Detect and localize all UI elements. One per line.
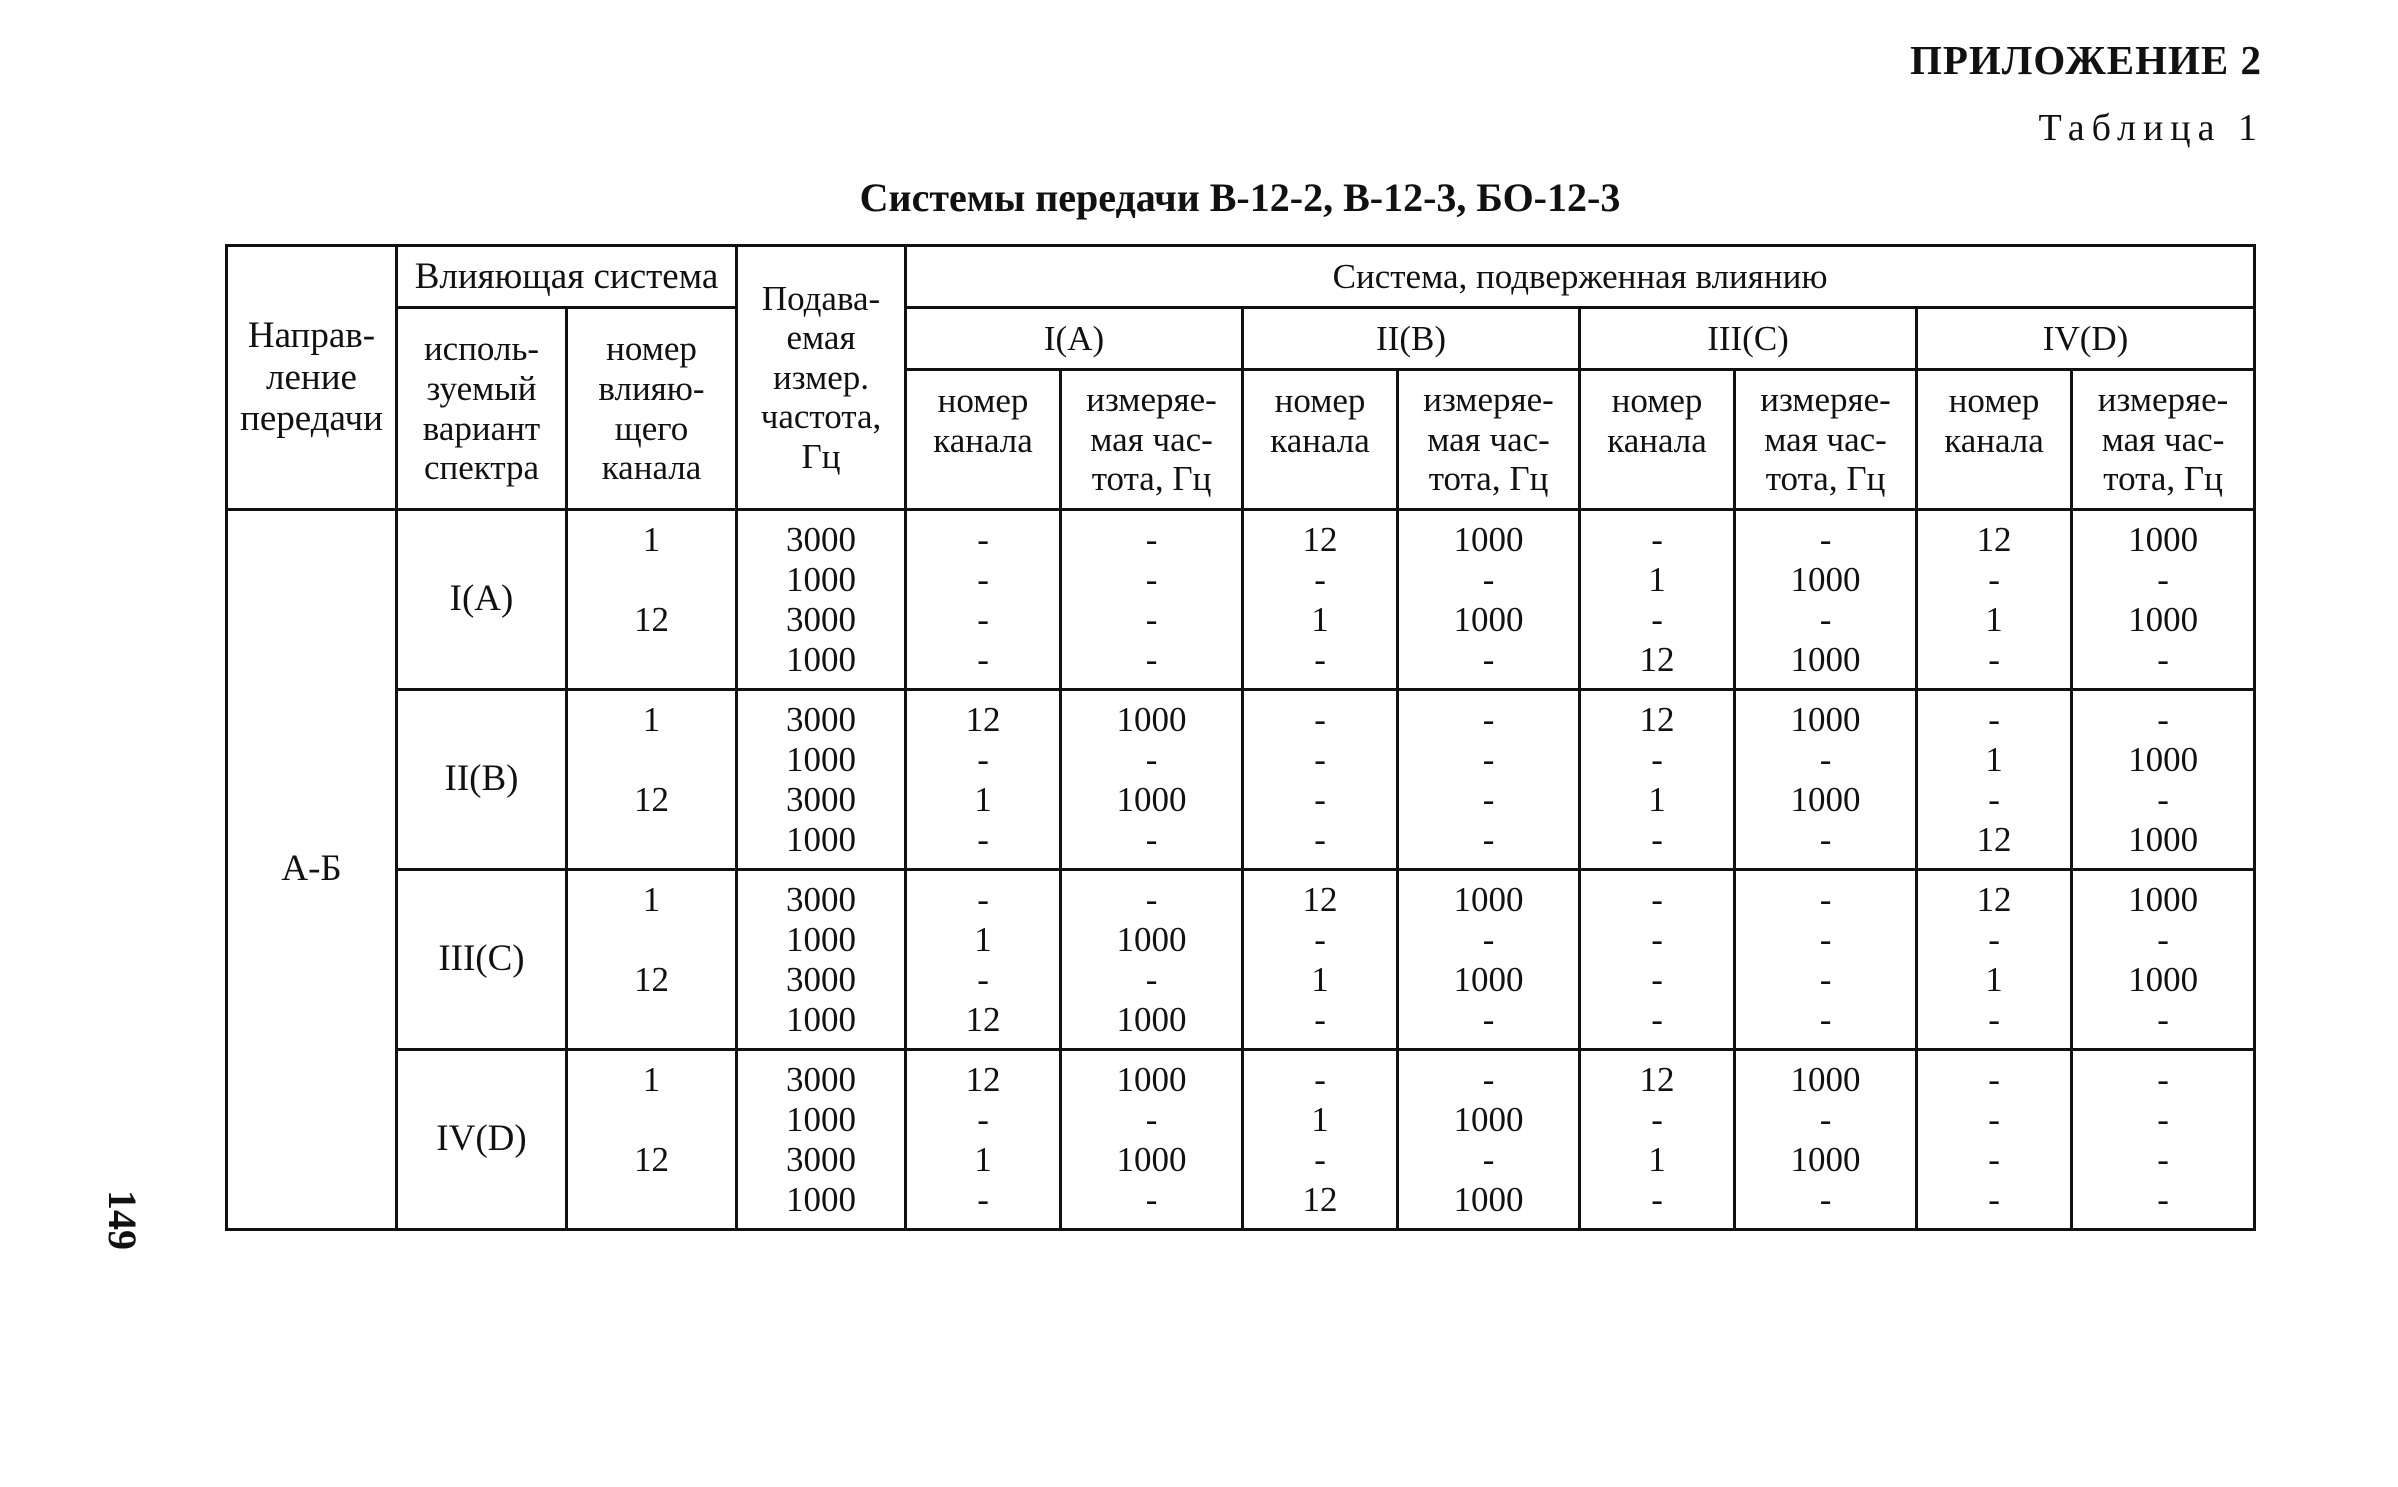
table-row (227, 510, 2255, 690)
cell-value: 3000 (786, 519, 857, 559)
header-system-2: II(B) (1243, 308, 1580, 370)
cell-value: 12 (965, 999, 1001, 1039)
cell-value: 1 (1311, 599, 1329, 639)
cell-value: - (1819, 739, 1832, 779)
cell-value: - (1145, 819, 1158, 859)
cell-value: 3000 (786, 699, 857, 739)
fed-frequency-cell (737, 870, 906, 1050)
cell-value: 12 (634, 959, 669, 999)
spectrum-variant-cell: IV(D) (397, 1050, 567, 1230)
fed-frequency-cell (737, 510, 906, 690)
header-spectrum-variant: исполь- зуемый вариант спектра (397, 308, 567, 510)
affected-channel-cell (1580, 690, 1735, 870)
cell-value (568, 740, 735, 780)
cell-value: 1000 (1790, 1059, 1861, 1099)
header-measured-frequency: измеряе- мая час- тота, Гц (1735, 370, 1917, 510)
measured-frequency-cell (1735, 1050, 1917, 1230)
cell-value: 1 (1985, 599, 2003, 639)
cell-value: - (1482, 999, 1495, 1039)
influencing-channel-cell (567, 870, 737, 1050)
cell-value: 1000 (786, 999, 857, 1039)
cell-value: - (1145, 739, 1158, 779)
cell-value: - (1651, 819, 1663, 859)
cell-value: 12 (1976, 819, 2012, 859)
measured-frequency-cell (1735, 510, 1917, 690)
table-row (227, 690, 2255, 870)
cell-value: - (977, 879, 989, 919)
fed-frequency-cell (737, 1050, 906, 1230)
cell-value: - (1651, 879, 1663, 919)
cell-value: - (1651, 919, 1663, 959)
cell-value: - (1819, 919, 1832, 959)
cell-value: 1 (642, 879, 661, 919)
cell-value: 12 (965, 1059, 1001, 1099)
affected-channel-cell (1580, 1050, 1735, 1230)
cell-value: - (1988, 699, 2000, 739)
measured-frequency-cell (1061, 690, 1243, 870)
table-body (227, 510, 2255, 1230)
cell-value: 12 (1976, 879, 2012, 919)
cell-value: 1 (1648, 1139, 1666, 1179)
affected-channel-cell (906, 1050, 1061, 1230)
cell-value: 1000 (2128, 519, 2199, 559)
cell-value: 1000 (2128, 739, 2199, 779)
measured-frequency-cell (2072, 870, 2255, 1050)
crosstalk-table (225, 244, 2256, 1231)
cell-value: - (2157, 699, 2169, 739)
affected-channel-cell (906, 510, 1061, 690)
affected-channel-cell (1243, 1050, 1398, 1230)
cell-value: 1000 (2128, 879, 2199, 919)
affected-channel-cell (1243, 870, 1398, 1050)
cell-value: - (1314, 1139, 1326, 1179)
affected-channel-cell (1917, 1050, 2072, 1230)
cell-value: - (1145, 959, 1158, 999)
cell-value: 1000 (1116, 1139, 1187, 1179)
cell-value: - (1314, 739, 1326, 779)
cell-value: - (1988, 1059, 2000, 1099)
cell-value: 1000 (786, 639, 857, 679)
measured-frequency-cell (1061, 870, 1243, 1050)
measured-frequency-cell (1398, 510, 1580, 690)
header-direction: Направ- ление передачи (227, 246, 397, 510)
header-channel-number: номер канала (1580, 370, 1735, 510)
cell-value: 1000 (1790, 699, 1861, 739)
cell-value: 12 (1302, 879, 1338, 919)
header-channel-number: номер канала (1917, 370, 2072, 510)
cell-value: - (977, 519, 989, 559)
cell-value: - (1819, 959, 1832, 999)
cell-value: - (977, 819, 989, 859)
measured-frequency-cell (1061, 510, 1243, 690)
fed-frequency-cell (737, 690, 906, 870)
cell-value: 1000 (1453, 599, 1524, 639)
cell-value: 1000 (1116, 919, 1187, 959)
cell-value: - (1651, 519, 1663, 559)
header-system-3: III(C) (1580, 308, 1917, 370)
cell-value: - (1651, 599, 1663, 639)
header-system-1: I(A) (906, 308, 1243, 370)
table-row (227, 1050, 2255, 1230)
cell-value: - (2157, 1059, 2169, 1099)
cell-value: - (2157, 639, 2169, 679)
cell-value: 1 (974, 1139, 992, 1179)
cell-value: 1000 (1453, 519, 1524, 559)
cell-value: - (1651, 959, 1663, 999)
cell-value: - (1145, 599, 1158, 639)
header-affected-system: Система, подверженная влиянию (906, 246, 2255, 308)
cell-value: - (1314, 779, 1326, 819)
cell-value: 1000 (786, 819, 857, 859)
cell-value: 1000 (1790, 779, 1861, 819)
cell-value (568, 920, 735, 960)
direction-cell: А-Б (227, 510, 397, 1230)
cell-value: - (1819, 1179, 1832, 1219)
header-influencing-channel: номер влияю- щего канала (567, 308, 737, 510)
cell-value: 12 (634, 599, 669, 639)
cell-value: 1000 (1790, 1139, 1861, 1179)
affected-channel-cell (906, 690, 1061, 870)
cell-value: 3000 (786, 959, 857, 999)
cell-value: - (1482, 779, 1495, 819)
cell-value: - (2157, 1179, 2169, 1219)
cell-value: - (1988, 919, 2000, 959)
cell-value: - (1651, 1099, 1663, 1139)
cell-value: 1000 (1116, 779, 1187, 819)
cell-value: - (977, 559, 989, 599)
cell-value: 12 (634, 779, 669, 819)
spectrum-variant-cell: III(C) (397, 870, 567, 1050)
cell-value: 12 (1976, 519, 2012, 559)
influencing-channel-cell (567, 1050, 737, 1230)
cell-value: - (977, 739, 989, 779)
influencing-channel-cell (567, 510, 737, 690)
cell-value: - (1819, 999, 1832, 1039)
cell-value: - (1314, 1059, 1326, 1099)
cell-value: 1 (1985, 959, 2003, 999)
cell-value: - (1819, 599, 1832, 639)
cell-value: - (977, 1179, 989, 1219)
cell-value: - (977, 1099, 989, 1139)
affected-channel-cell (906, 870, 1061, 1050)
cell-value: - (1314, 559, 1326, 599)
header-channel-number: номер канала (906, 370, 1061, 510)
cell-value: 1 (1648, 559, 1666, 599)
cell-value (568, 1000, 735, 1040)
cell-value: - (1819, 1099, 1832, 1139)
cell-value: - (977, 639, 989, 679)
cell-value (568, 820, 735, 860)
cell-value: 3000 (786, 779, 857, 819)
cell-value: 1000 (1116, 999, 1187, 1039)
header-influencing-system: Влияющая система (397, 246, 737, 308)
header-measured-frequency: измеряе- мая час- тота, Гц (2072, 370, 2255, 510)
cell-value: 12 (965, 699, 1001, 739)
cell-value: - (1145, 519, 1158, 559)
cell-value: - (1988, 559, 2000, 599)
affected-channel-cell (1243, 690, 1398, 870)
cell-value: - (1145, 559, 1158, 599)
table-title: Системы передачи В-12-2, В-12-3, БО-12-3 (859, 175, 1621, 220)
cell-value: 1 (1311, 1099, 1329, 1139)
cell-value (568, 1180, 735, 1220)
cell-value: 12 (1639, 1059, 1675, 1099)
cell-value: - (1988, 779, 2000, 819)
cell-value: - (2157, 919, 2169, 959)
cell-value: - (1482, 819, 1495, 859)
cell-value: 12 (634, 1139, 669, 1179)
influencing-channel-cell (567, 690, 737, 870)
cell-value: - (2157, 999, 2169, 1039)
cell-value: - (2157, 1099, 2169, 1139)
measured-frequency-cell (1398, 1050, 1580, 1230)
measured-frequency-cell (1398, 690, 1580, 870)
cell-value: - (1651, 739, 1663, 779)
cell-value (568, 560, 735, 600)
cell-value: 1000 (1116, 699, 1187, 739)
affected-channel-cell (1243, 510, 1398, 690)
header-channel-number: номер канала (1243, 370, 1398, 510)
header-measured-frequency: измеряе- мая час- тота, Гц (1398, 370, 1580, 510)
affected-channel-cell (1580, 870, 1735, 1050)
cell-value: - (1988, 1179, 2000, 1219)
cell-value (568, 1100, 735, 1140)
affected-channel-cell (1917, 870, 2072, 1050)
cell-value: 1000 (1790, 639, 1861, 679)
header-fed-frequency: Подава- емая измер. частота, Гц (737, 246, 906, 510)
cell-value: 1000 (2128, 959, 2199, 999)
cell-value: 12 (1639, 639, 1675, 679)
measured-frequency-cell (1061, 1050, 1243, 1230)
cell-value: 1000 (786, 919, 857, 959)
cell-value: - (1482, 1059, 1495, 1099)
cell-value: - (1482, 699, 1495, 739)
cell-value: 12 (1302, 519, 1338, 559)
cell-value: - (1482, 639, 1495, 679)
table-label: Таблица 1 (2038, 107, 2264, 149)
cell-value: 1000 (1116, 1059, 1187, 1099)
cell-value: - (1145, 1179, 1158, 1219)
appendix-heading: ПРИЛОЖЕНИЕ 2 (1909, 37, 2262, 83)
measured-frequency-cell (2072, 1050, 2255, 1230)
cell-value: 3000 (786, 1059, 857, 1099)
cell-value: - (1482, 919, 1495, 959)
cell-value: - (1819, 819, 1832, 859)
cell-value: - (1145, 1099, 1158, 1139)
cell-value: 3000 (786, 879, 857, 919)
cell-value: - (2157, 1139, 2169, 1179)
cell-value: 1000 (786, 739, 857, 779)
cell-value: - (1819, 519, 1832, 559)
cell-value: - (1145, 639, 1158, 679)
header-measured-frequency: измеряе- мая час- тота, Гц (1061, 370, 1243, 510)
page-number: 149 (100, 1190, 145, 1250)
cell-value: 1 (1648, 779, 1666, 819)
cell-value: - (1988, 999, 2000, 1039)
cell-value: - (1314, 639, 1326, 679)
affected-channel-cell (1917, 510, 2072, 690)
cell-value: - (1651, 999, 1663, 1039)
cell-value: - (1314, 699, 1326, 739)
cell-value: 1 (1311, 959, 1329, 999)
cell-value: 1000 (786, 1179, 857, 1219)
header-system-4: IV(D) (1917, 308, 2255, 370)
cell-value: - (1482, 559, 1495, 599)
cell-value: - (1482, 1139, 1495, 1179)
cell-value: 1 (642, 519, 661, 559)
cell-value: 1000 (1453, 1099, 1524, 1139)
spectrum-variant-cell: II(B) (397, 690, 567, 870)
spectrum-variant-cell: I(A) (397, 510, 567, 690)
cell-value: 1000 (1453, 879, 1524, 919)
cell-value: - (1145, 879, 1158, 919)
cell-value: 3000 (786, 599, 857, 639)
cell-value: - (977, 959, 989, 999)
measured-frequency-cell (2072, 510, 2255, 690)
cell-value: - (1314, 999, 1326, 1039)
cell-value: - (1819, 879, 1832, 919)
measured-frequency-cell (1735, 690, 1917, 870)
cell-value: - (1314, 819, 1326, 859)
measured-frequency-cell (2072, 690, 2255, 870)
cell-value: - (1988, 1139, 2000, 1179)
cell-value: 1000 (2128, 599, 2199, 639)
cell-value: 1 (974, 779, 992, 819)
cell-value: - (1482, 739, 1495, 779)
cell-value: 1000 (1790, 559, 1861, 599)
cell-value: 12 (1639, 699, 1675, 739)
measured-frequency-cell (1735, 870, 1917, 1050)
cell-value: 12 (1302, 1179, 1338, 1219)
measured-frequency-cell (1398, 870, 1580, 1050)
cell-value: - (1988, 639, 2000, 679)
cell-value: 1 (642, 1059, 661, 1099)
cell-value: - (2157, 559, 2169, 599)
cell-value: 1000 (786, 1099, 857, 1139)
cell-value: - (2157, 779, 2169, 819)
affected-channel-cell (1580, 510, 1735, 690)
cell-value: 1000 (1453, 959, 1524, 999)
cell-value: 1 (974, 919, 992, 959)
cell-value: 1 (642, 699, 661, 739)
table-row (227, 870, 2255, 1050)
cell-value: - (1988, 1099, 2000, 1139)
cell-value (568, 640, 735, 680)
cell-value: - (1314, 919, 1326, 959)
cell-value: - (977, 599, 989, 639)
cell-value: - (1651, 1179, 1663, 1219)
cell-value: 1000 (1453, 1179, 1524, 1219)
cell-value: 1 (1985, 739, 2003, 779)
cell-value: 3000 (786, 1139, 857, 1179)
cell-value: 1000 (2128, 819, 2199, 859)
cell-value: 1000 (786, 559, 857, 599)
affected-channel-cell (1917, 690, 2072, 870)
